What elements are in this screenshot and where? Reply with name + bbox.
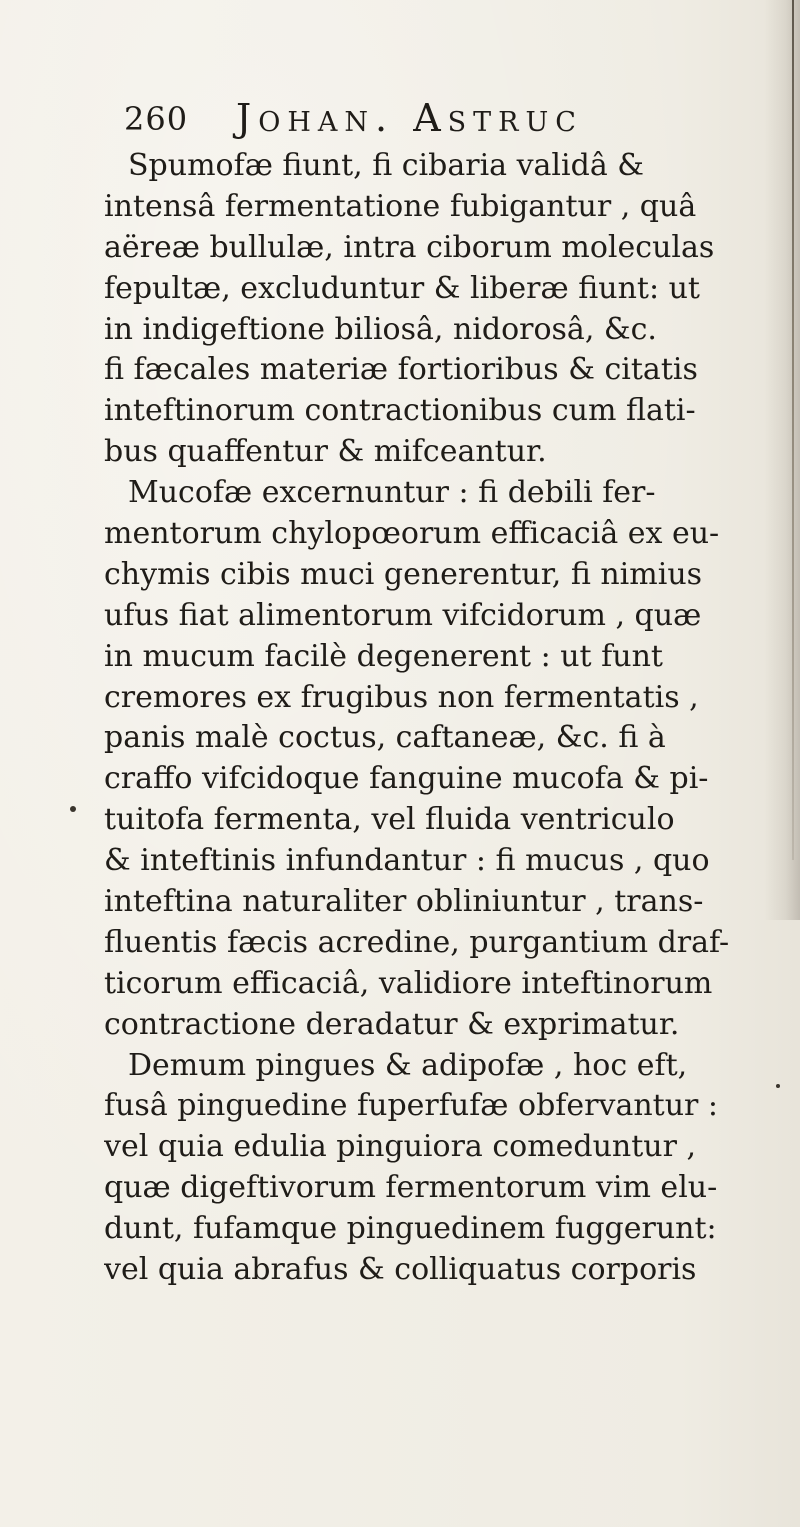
text-line: inteftinorum contractionibus cum flati- bbox=[104, 393, 696, 429]
text-line: fluentis fæcis acredine, purgantium draf- bbox=[104, 924, 730, 960]
text-line: cremores ex frugibus non fermentatis , bbox=[104, 679, 699, 715]
ink-speck bbox=[776, 1084, 780, 1088]
text-line: ticorum efficaciâ, validiore inteftinorum bbox=[104, 965, 713, 1001]
text-line: dunt, fufamque pinguedinem fuggerunt: bbox=[104, 1211, 717, 1247]
text-line: Mucofæ excernuntur : fi debili fer- bbox=[128, 475, 656, 511]
text-line: bus quaffentur & mifceantur. bbox=[104, 434, 547, 470]
text-line: panis malè coctus, caftaneæ, &c. fi à bbox=[104, 720, 666, 756]
text-line: in indigeftione biliosâ, nidorosâ, &c. bbox=[104, 311, 657, 347]
page-edge-line bbox=[792, 0, 794, 860]
text-line: craffo vifcidoque fanguine mucofa & pi- bbox=[104, 761, 709, 797]
text-line: Spumofæ fiunt, fi cibaria validâ & bbox=[128, 148, 644, 183]
text-line: Demum pingues & adipofæ , hoc eft, bbox=[128, 1047, 688, 1083]
ink-speck bbox=[70, 806, 76, 812]
page-edge-shadow bbox=[764, 0, 800, 920]
running-head: Johan. Astruc bbox=[236, 96, 583, 140]
text-line: inteftina naturaliter obliniuntur , trans- bbox=[104, 884, 704, 920]
text-line: fusâ pinguedine fuperfufæ obfervantur : bbox=[104, 1088, 719, 1124]
page-header bbox=[124, 96, 684, 148]
text-line: aëreæ bullulæ, intra ciborum moleculas bbox=[104, 229, 715, 265]
text-line: vel quia abrafus & colliquatus corporis bbox=[104, 1252, 697, 1288]
text-line: fepultæ, excluduntur & liberæ fiunt: ut bbox=[104, 270, 700, 306]
text-line: quæ digeftivorum fermentorum vim elu- bbox=[104, 1170, 718, 1206]
text-line: intensâ fermentatione fubigantur , quâ bbox=[104, 188, 697, 224]
text-line: in mucum facilè degenerent : ut funt bbox=[104, 638, 663, 674]
text-line: & inteftinis infundantur : fi mucus , quo bbox=[104, 843, 710, 879]
text-line: mentorum chylopœorum efficaciâ ex eu- bbox=[104, 516, 720, 552]
text-line: ufus fiat alimentorum vifcidorum , quæ bbox=[104, 597, 702, 633]
text-line: chymis cibis muci generentur, fi nimius bbox=[104, 556, 703, 592]
page-number: 260 bbox=[124, 100, 189, 138]
text-line: fi fæcales materiæ fortioribus & citatis bbox=[104, 352, 698, 388]
text-line: vel quia edulia pinguiora comeduntur , bbox=[104, 1129, 697, 1165]
body-text bbox=[104, 146, 764, 1291]
text-line: tuitofa fermenta, vel fluida ventriculo bbox=[104, 802, 675, 838]
text-line: contractione deradatur & exprimatur. bbox=[104, 1006, 680, 1042]
